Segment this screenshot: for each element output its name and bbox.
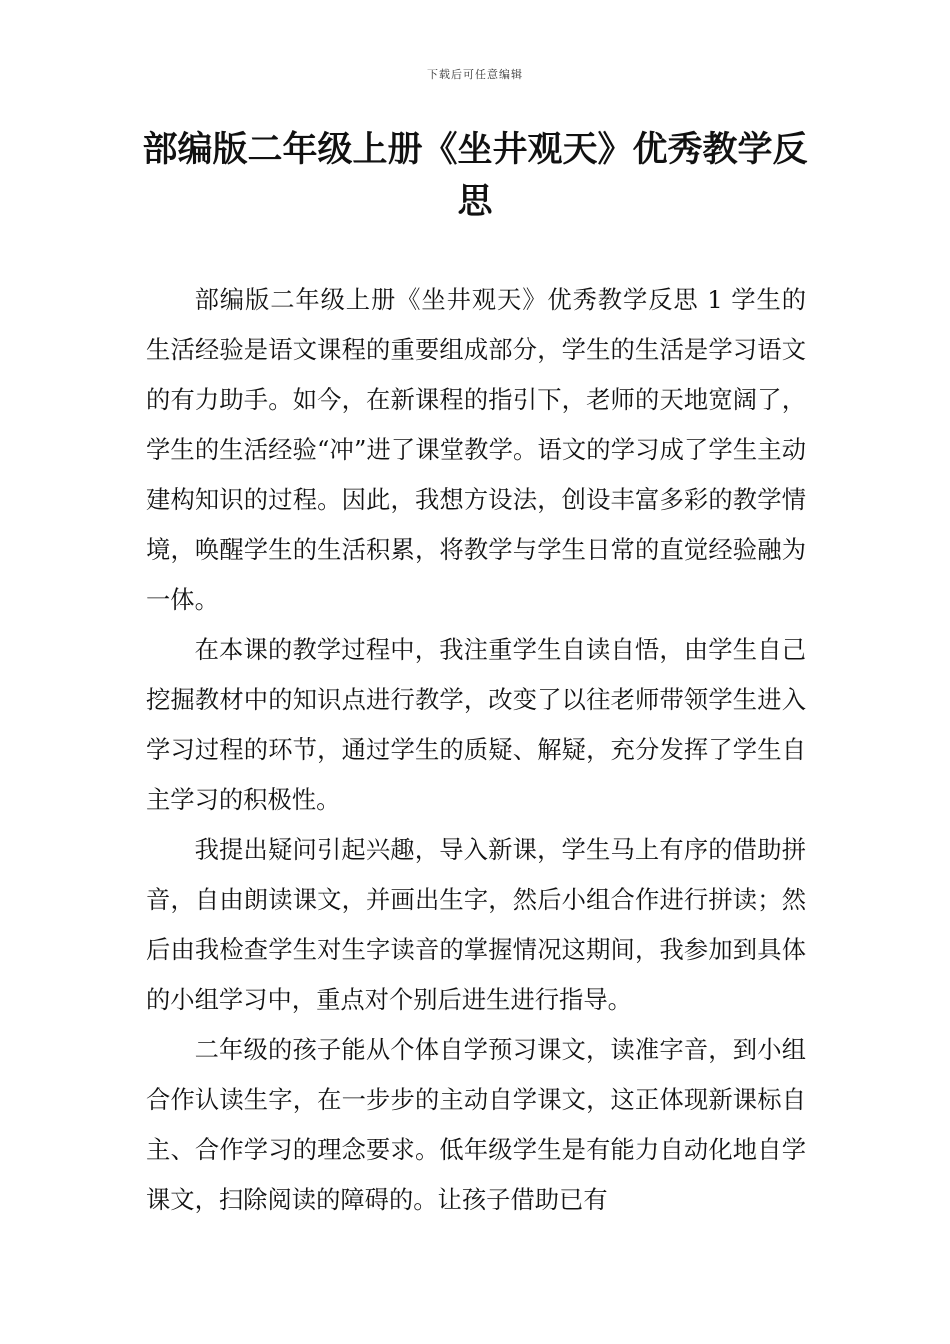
- header-note: 下载后可任意编辑: [427, 68, 523, 81]
- document-title: 部编版二年级上册《坐井观天》优秀教学反思: [142, 130, 808, 222]
- paragraph: 我提出疑问引起兴趣，导入新课，学生马上有序的借助拼音，自由朗读课文，并画出生字，然后小组合作进行拼读；然后由我检查学生对生字读音的掌握情况这期间，我参加到具体的小组学习中，重点对个别后进生进行指导。: [146, 835, 806, 1014]
- paragraph: 在本课的教学过程中，我注重学生自读自悟，由学生自己挖掘教材中的知识点进行教学，改变了以往老师带领学生进入学习过程的环节，通过学生的质疑、解疑，充分发挥了学生自主学习的积极性。: [146, 635, 806, 814]
- paragraph: 部编版二年级上册《坐井观天》优秀教学反思 1 学生的生活经验是语文课程的重要组成部分，学生的生活是学习语文的有力助手。如今，在新课程的指引下，老师的天地宽阔了，学生的生活经验“冲”进了课堂教学。语文的学习成了学生主动建构知识的过程。因此，我想方设法，创设丰富多彩的教学情境，唤醒学生的生活积累，将教学与学生日常的直觉经验融为一体。: [146, 285, 806, 614]
- paragraph: 二年级的孩子能从个体自学预习课文，读准字音，到小组合作认读生字，在一步步的主动自学课文，这正体现新课标自主、合作学习的理念要求。低年级学生是有能力自动化地自学课文，扫除阅读的障碍的。让孩子借助已有: [146, 1035, 806, 1214]
- document-body: [146, 275, 806, 1225]
